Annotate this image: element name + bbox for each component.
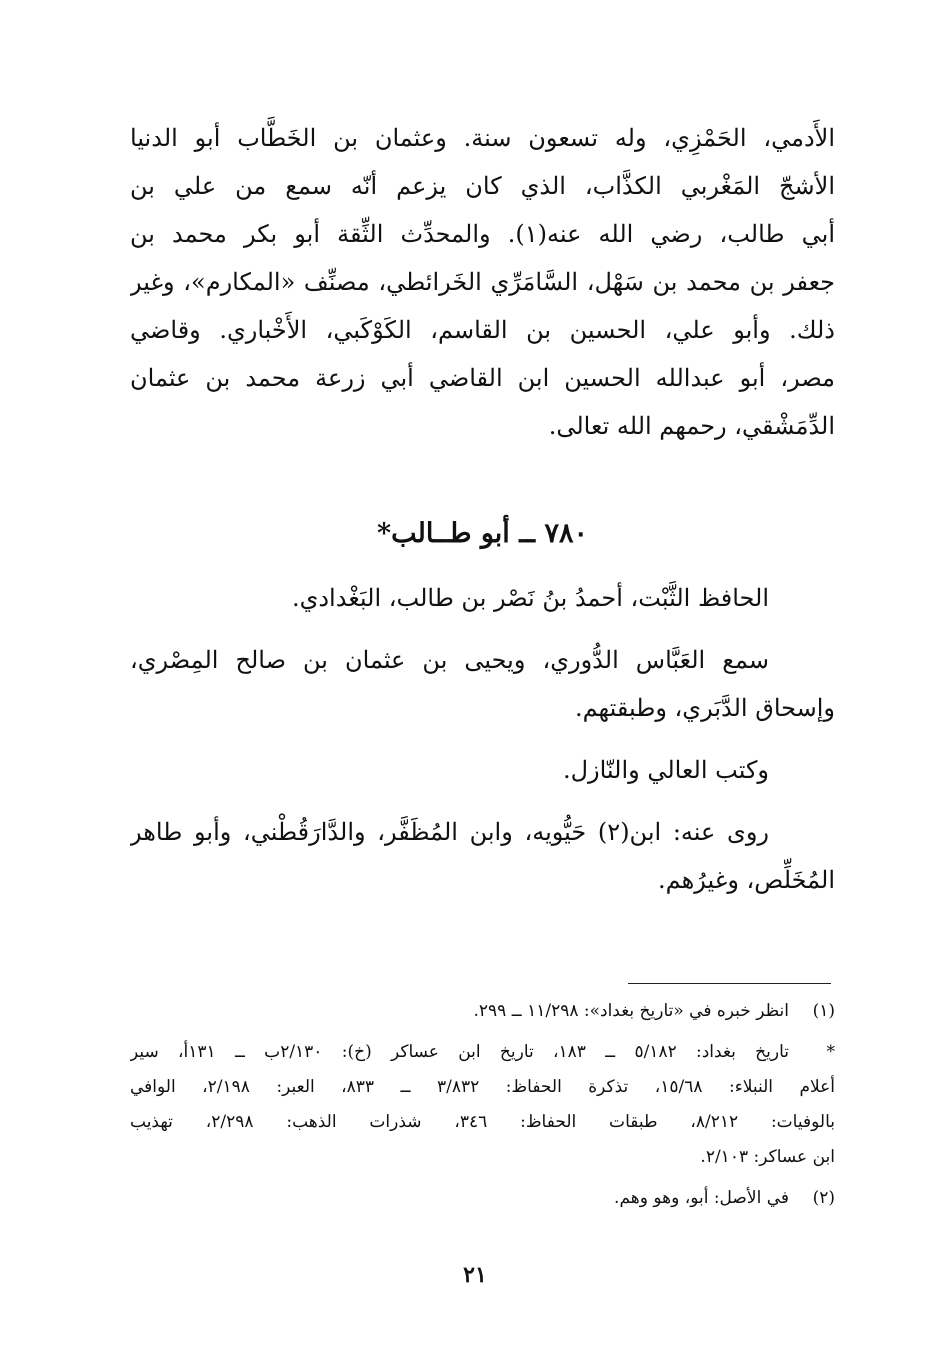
entry-wrote-line: وكتب العالي والنّازل. [562,756,769,784]
entry-name-line: الحافظ الثَّبْت، أحمدُ بنُ نَصْر بن طالب، البَغْدادي. [291,584,769,612]
page-number: ٢١ [463,1262,487,1288]
footnote-1 [130,994,835,1029]
entry-heading: ٧٨٠ ــ أبو طــالب* [377,518,588,549]
entry-body [130,574,835,904]
text-line: ذلك. وأبو علي، الحسين بن القاسم، الكَوْكَبي، الأَخْباري. وقاضي [130,316,835,344]
footnote-star [130,1035,835,1070]
footnote-marker: (٢) [812,1188,835,1208]
text-line: الدِّمَشْقي، رحمهم الله تعالى. [548,412,835,440]
text-line: جعفر بن محمد بن سَهْل، السَّامَرِّي الخَرائطي، مصنِّف «المكارم»، وغير [130,268,835,296]
footnote-divider [628,983,831,984]
footnote-text-line: أعلام النبلاء: ١٥/٦٨، تذكرة الحفاظ: ٣/٨٣٢ ــ ٨٣٣، العبر: ٢/١٩٨، الوافي [130,1077,835,1097]
footnote-text: انظر خبره في «تاريخ بغداد»: ١١/٢٩٨ ــ ٢٩٩. [473,1001,789,1021]
text-line: أبي طالب، رضي الله عنه(١). والمحدِّث الثِّقة أبو بكر محمد بن [130,220,835,248]
footnote-marker: * [826,1042,835,1062]
entry-heard-line: وإسحاق الدَّبَري، وطبقتهم. [574,694,835,722]
entry-heard-line: سمع العَبَّاس الدُّوري، ويحيى بن عثمان بن صالح المِصْري، [130,646,769,674]
footnote-text-line: بالوفيات: ٨/٢١٢، طبقات الحفاظ: ٣٤٦، شذرات الذهب: ٢/٢٩٨، تهذيب [130,1112,835,1132]
entry-narrators-line: روى عنه: ابن(٢) حَيُّويه، وابن المُظَفَّر، والدَّارَقُطْني، وأبو طاهر [130,818,769,846]
footnotes-block [130,994,835,1216]
footnote-marker: (١) [812,1001,835,1021]
main-text-block [130,114,835,450]
text-line: الأشجّ المَغْربي الكذَّاب، الذي كان يزعم أنّه سمع من علي بن [130,172,835,200]
footnote-text: تاريخ بغداد: ٥/١٨٢ ــ ١٨٣، تاريخ ابن عساكر (خ): ٢/١٣٠ب ــ ١٣١أ، سير [130,1042,789,1062]
footnote-text: في الأصل: أبو، وهو وهم. [614,1188,789,1208]
text-line: مصر، أبو عبدالله الحسين ابن القاضي أبي زرعة محمد بن عثمان [130,364,835,392]
text-line: الأَدمي، الحَمْزِي، وله تسعون سنة. وعثمان بن الخَطَّاب أبو الدنيا [130,124,835,152]
entry-narrators-line: المُخَلِّص، وغيرُهم. [658,866,835,894]
footnote-text-line: ابن عساكر: ٢/١٠٣. [700,1147,835,1167]
footnote-2 [130,1181,835,1216]
